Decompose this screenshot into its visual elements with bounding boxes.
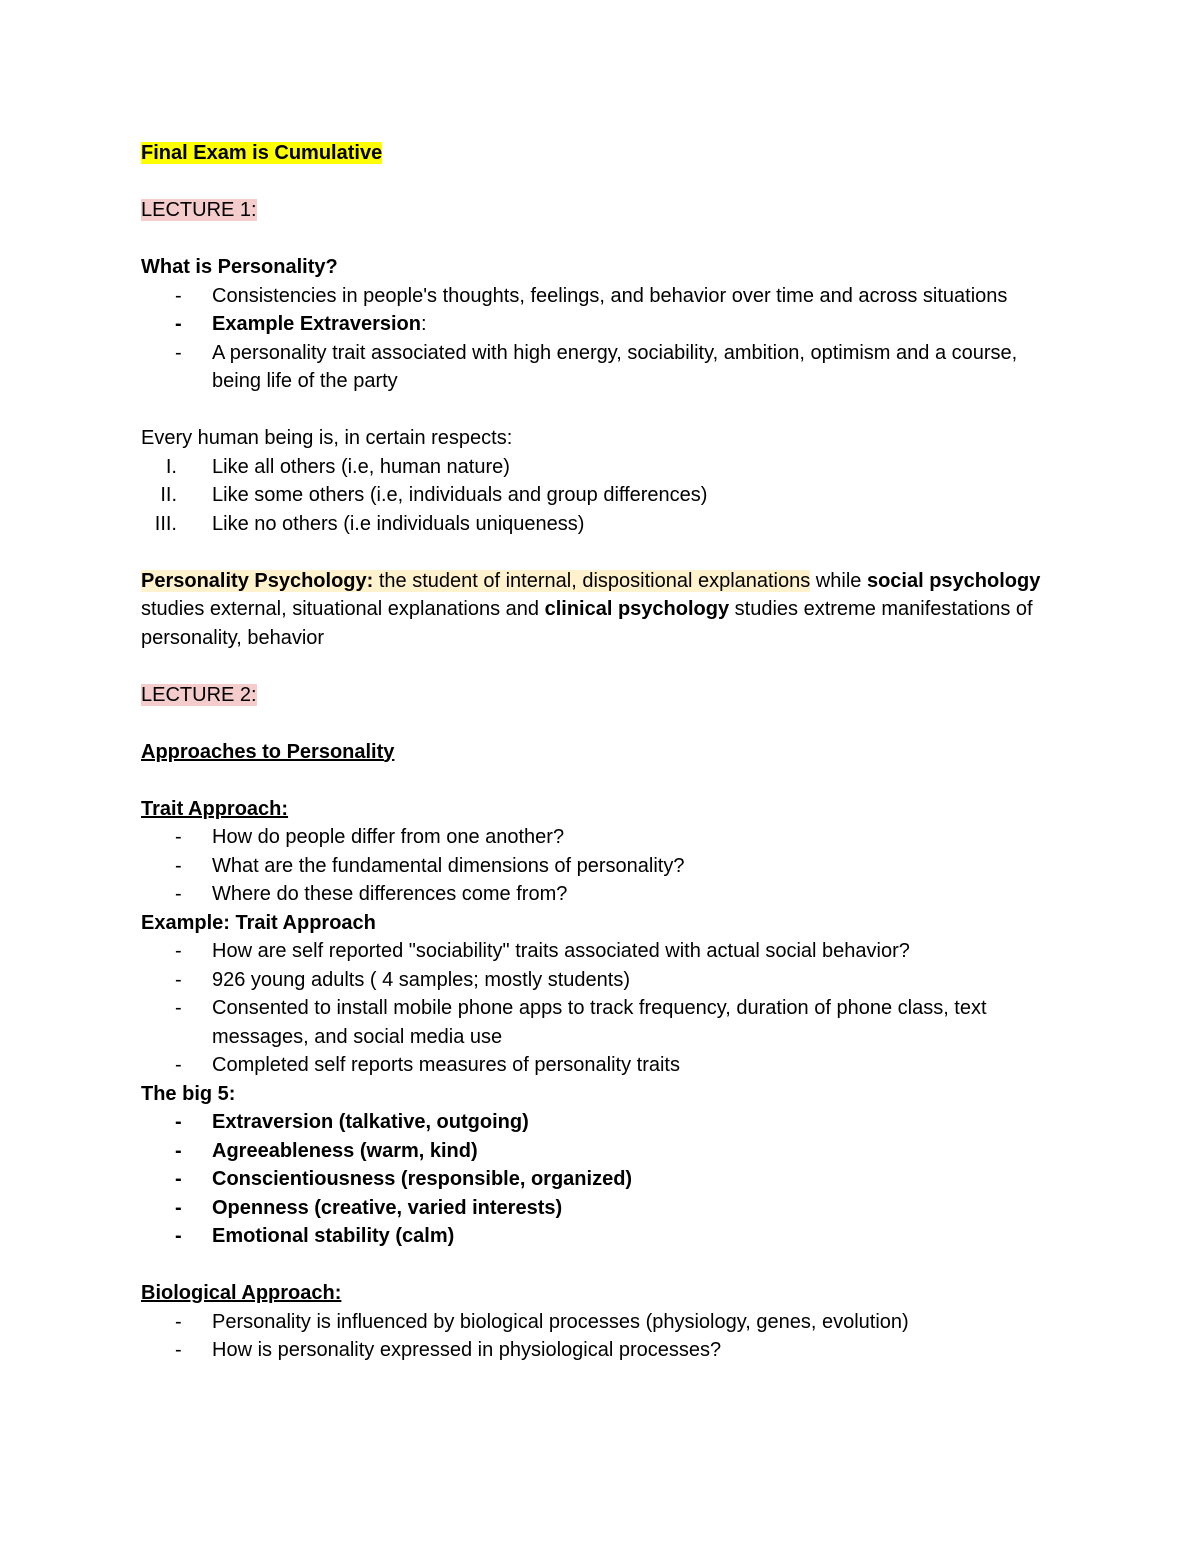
- list-item: - A personality trait associated with high energy, sociability, ambition, optimism and a course, being life of the party: [175, 341, 1018, 392]
- list-item: - How do people differ from one another?: [175, 826, 565, 848]
- list-item: II. Like some others (i.e, individuals and group differences): [160, 484, 708, 506]
- list-item: I. Like all others (i.e, human nature): [165, 455, 510, 478]
- list-item: - Where do these differences come from?: [175, 883, 568, 905]
- list-item: - Extraversion (talkative, outgoing): [175, 1111, 529, 1133]
- pp-term: Personality Psychology:: [141, 569, 374, 592]
- list-item: - Openness (creative, varied interests): [175, 1196, 563, 1219]
- list-item: - Agreeableness (warm, kind): [175, 1139, 478, 1162]
- doc-title: Final Exam is Cumulative: [141, 142, 383, 164]
- big5-list: [141, 1108, 1071, 1251]
- clinical-psychology-term: clinical psychology: [544, 598, 730, 620]
- list-item: - Completed self reports measures of personality traits: [175, 1054, 680, 1076]
- big5-heading: The big 5:: [141, 1082, 236, 1105]
- personality-psychology-paragraph: Personality Psychology: the student of internal, dispositional explanations while social psychology studies external, situational explanations and clinical psychology studies extreme manifestations of personality, behavior: [141, 569, 1041, 649]
- list-item: - Example Extraversion:: [175, 313, 427, 335]
- example-trait-heading: Example: Trait Approach: [141, 911, 376, 934]
- trait-list: [141, 823, 1071, 909]
- example-list: [141, 937, 1071, 1080]
- what-is-personality-heading: What is Personality?: [141, 256, 338, 278]
- approaches-heading: Approaches to Personality: [141, 740, 395, 763]
- list-item: - Consented to install mobile phone apps to track frequency, duration of phone class, text messages, and social media use: [175, 997, 987, 1048]
- personality-list: [141, 282, 1071, 396]
- list-item: - How are self reported "sociability" traits associated with actual social behavior?: [175, 940, 910, 962]
- social-psychology-term: social psychology: [866, 569, 1041, 592]
- list-item: - 926 young adults ( 4 samples; mostly students): [175, 968, 630, 991]
- list-item: - How is personality expressed in physiological processes?: [175, 1339, 722, 1361]
- respects-list: [141, 453, 1071, 539]
- list-item: - Conscientiousness (responsible, organized): [175, 1168, 633, 1190]
- list-item: - What are the fundamental dimensions of personality?: [175, 854, 685, 877]
- biological-list: [141, 1308, 1071, 1365]
- every-human-text: Every human being is, in certain respects:: [141, 427, 513, 449]
- document-body: [141, 139, 1071, 1365]
- pp-definition: the student of internal, dispositional explanations: [373, 569, 811, 592]
- list-item: - Personality is influenced by biological processes (physiology, genes, evolution): [175, 1310, 909, 1333]
- trait-approach-heading: Trait Approach:: [141, 797, 289, 820]
- list-item: - Consistencies in people's thoughts, feelings, and behavior over time and across situations: [175, 284, 1008, 307]
- biological-approach-heading: Biological Approach:: [141, 1282, 342, 1304]
- list-item: - Emotional stability (calm): [175, 1225, 455, 1247]
- lecture2-heading: LECTURE 2:: [141, 683, 257, 706]
- list-item: III. Like no others (i.e individuals uniqueness): [154, 512, 585, 535]
- lecture1-heading: LECTURE 1:: [141, 199, 257, 221]
